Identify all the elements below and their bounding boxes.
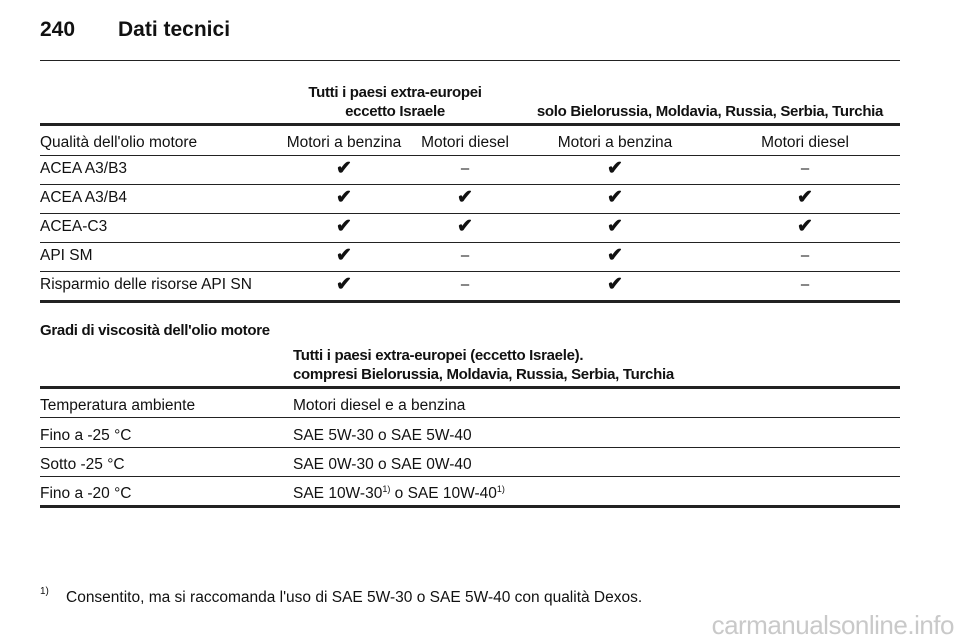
row-divider — [40, 213, 900, 214]
col-header-diesel-1: Motori diesel — [421, 134, 509, 151]
watermark-logo: carmanualsonline.info — [711, 610, 954, 640]
quality-label-cell: ACEA A3/B4 — [40, 189, 128, 206]
group-header-extra-eu-line2: eccetto Israele — [345, 103, 445, 120]
col-header-petrol-1: Motori a benzina — [286, 134, 402, 151]
oil-grade-b: o SAE 10W-40 — [390, 485, 497, 502]
row-divider — [40, 271, 900, 272]
dash-mark: – — [460, 247, 470, 264]
checkmark-icon: ✔ — [607, 245, 623, 266]
temp-cell: Fino a -25 °C — [40, 427, 132, 444]
section-title: Dati tecnici — [118, 18, 231, 41]
footnote-ref: 1) — [382, 484, 391, 494]
oil-grade-a: SAE 10W-30 — [293, 485, 383, 502]
checkmark-icon: ✔ — [457, 187, 473, 208]
checkmark-icon: ✔ — [336, 158, 352, 179]
quality-label-cell: ACEA-C3 — [40, 218, 108, 235]
col-header-quality: Qualità dell'olio motore — [40, 134, 198, 151]
checkmark-icon: ✔ — [336, 216, 352, 237]
checkmark-icon: ✔ — [797, 216, 813, 237]
viscosity-title: Gradi di viscosità dell'olio motore — [40, 322, 270, 339]
footnote-ref: 1) — [496, 484, 505, 494]
checkmark-icon: ✔ — [336, 245, 352, 266]
temp-cell: Fino a -20 °C — [40, 485, 132, 502]
col-header-engines: Motori diesel e a benzina — [293, 397, 466, 414]
row-divider — [40, 417, 900, 418]
dash-mark: – — [460, 276, 470, 293]
table2-top-rule — [40, 386, 900, 389]
viscosity-group-header-line2: compresi Bielorussia, Moldavia, Russia, Serbia, Turchia — [293, 366, 674, 383]
row-divider — [40, 184, 900, 185]
table1-top-rule — [40, 123, 900, 126]
viscosity-group-header — [293, 346, 674, 384]
row-divider — [40, 242, 900, 243]
quality-label-cell: API SM — [40, 247, 93, 264]
checkmark-icon: ✔ — [457, 216, 473, 237]
oil-grade-cell: SAE 5W-30 o SAE 5W-40 — [293, 427, 472, 444]
footnote-text: Consentito, ma si raccomanda l'uso di SAE 5W-30 o SAE 5W-40 con qualità Dexos. — [66, 589, 643, 606]
row-divider — [40, 447, 900, 448]
dash-mark: – — [460, 160, 470, 177]
checkmark-icon: ✔ — [336, 274, 352, 295]
row-divider — [40, 155, 900, 156]
col-header-diesel-2: Motori diesel — [761, 134, 849, 151]
dash-mark: – — [800, 247, 810, 264]
footnote-mark: 1) — [40, 586, 49, 597]
table2-bottom-rule — [40, 505, 900, 508]
oil-grade-cell: SAE 0W-30 o SAE 0W-40 — [293, 456, 472, 473]
row-divider — [40, 476, 900, 477]
checkmark-icon: ✔ — [607, 216, 623, 237]
dash-mark: – — [800, 276, 810, 293]
quality-label-cell: Risparmio delle risorse API SN — [40, 276, 252, 293]
dash-mark: – — [800, 160, 810, 177]
group-header-extra-eu — [270, 83, 520, 121]
col-header-petrol-2: Motori a benzina — [557, 134, 673, 151]
checkmark-icon: ✔ — [607, 274, 623, 295]
temp-cell: Sotto -25 °C — [40, 456, 125, 473]
header-rule — [40, 60, 900, 61]
checkmark-icon: ✔ — [607, 187, 623, 208]
quality-label-cell: ACEA A3/B3 — [40, 160, 128, 177]
viscosity-group-header-line1: Tutti i paesi extra-europei (eccetto Israele). — [293, 347, 584, 364]
oil-grade-cell — [293, 485, 505, 503]
checkmark-icon: ✔ — [607, 158, 623, 179]
checkmark-icon: ✔ — [336, 187, 352, 208]
group-header-extra-eu-line1: Tutti i paesi extra-europei — [308, 84, 482, 101]
group-header-russia-etc: solo Bielorussia, Moldavia, Russia, Serbia, Turchia — [536, 103, 884, 120]
page-number: 240 — [40, 18, 76, 41]
table1-bottom-rule — [40, 300, 900, 303]
checkmark-icon: ✔ — [797, 187, 813, 208]
col-header-temperature: Temperatura ambiente — [40, 397, 196, 414]
